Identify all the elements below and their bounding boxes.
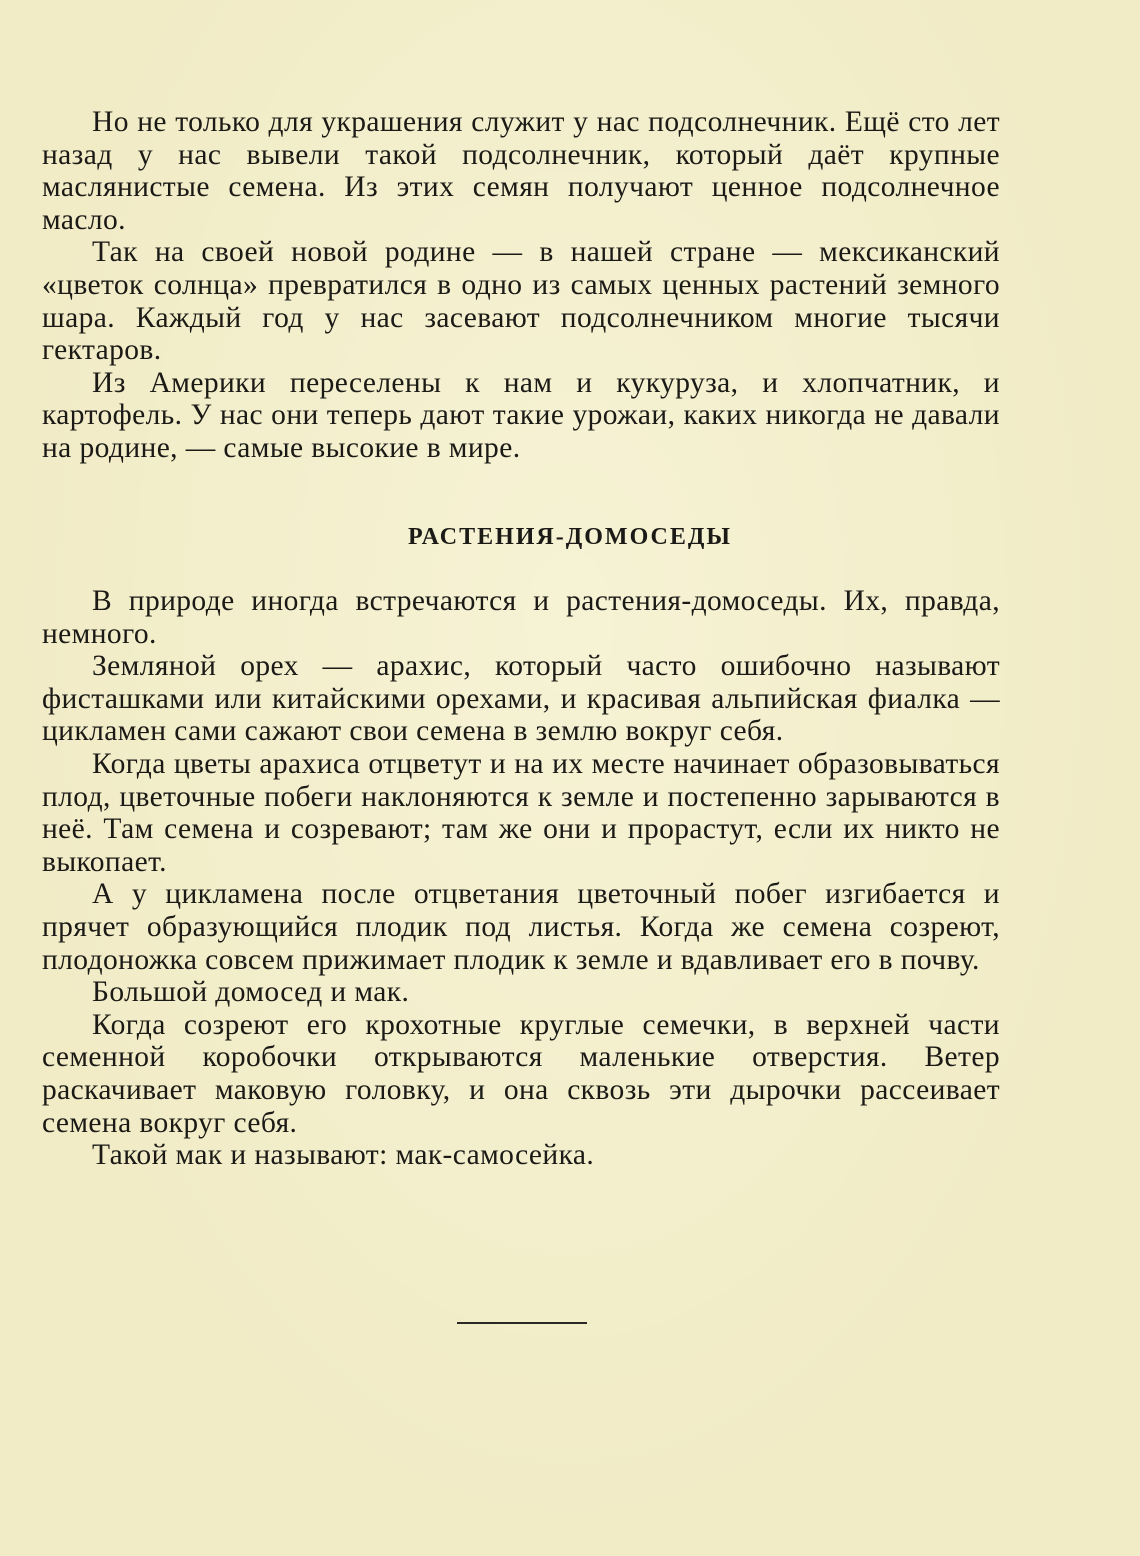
paragraph: Когда созреют его крохотные круглые семечки, в верхней части семенной коробочки открываются маленькие отверстия. Ветер раскачивает маковую головку, и она сквозь эти дырочки рассеивает семена вокруг себя.	[42, 1008, 1000, 1139]
paragraph: Большой домосед и мак.	[92, 976, 410, 1009]
paragraph: Из Америки переселены к нам и кукуруза, и хлопчатник, и картофель. У нас они теперь дают такие урожаи, каких никогда не давали на родине, — самые высокие в мире.	[42, 366, 1000, 464]
paragraph: Земляной орех — арахис, который часто ошибочно называют фисташками или китайскими орехами, и красивая альпийская фиалка — цикламен сами сажают свои семена в землю вокруг себя.	[42, 650, 1000, 748]
end-divider	[457, 1322, 587, 1324]
paragraph: Когда цветы арахиса отцветут и на их месте начинает образовываться плод, цветочные побеги наклоняются к земле и постепенно зарываются в неё. Там семена и созревают; там же они и прорастут, если их никто не выкопает.	[42, 747, 1000, 878]
paragraph: Но не только для украшения служит у нас подсолнечник. Ещё сто лет назад у нас вывели такой подсолнечник, который даёт крупные маслянистые семена. Из этих семян получают ценное подсолнечное масло.	[42, 106, 1000, 236]
section-heading: РАСТЕНИЯ-ДОМОСЕДЫ	[408, 524, 732, 550]
paragraph: А у цикламена после отцветания цветочный побег изгибается и прячет образующийся плодик под листья. Когда же семена созреют, плодоножка совсем прижимает плодик к земле и вдавливает его в почву.	[42, 878, 1000, 976]
paragraph: Так на своей новой родине — в нашей стране — мексиканский «цветок солнца» превратился в одно из самых ценных растений земного шара. Каждый год у нас засевают подсолнечником многие тысячи гектаров.	[42, 236, 1000, 367]
section-text-block	[42, 585, 1000, 1172]
intro-text-block	[42, 106, 1000, 465]
paragraph: Такой мак и называют: мак-самосейка.	[92, 1139, 595, 1172]
paragraph: В природе иногда встречаются и растения-домоседы. Их, правда, немного.	[42, 585, 1000, 650]
